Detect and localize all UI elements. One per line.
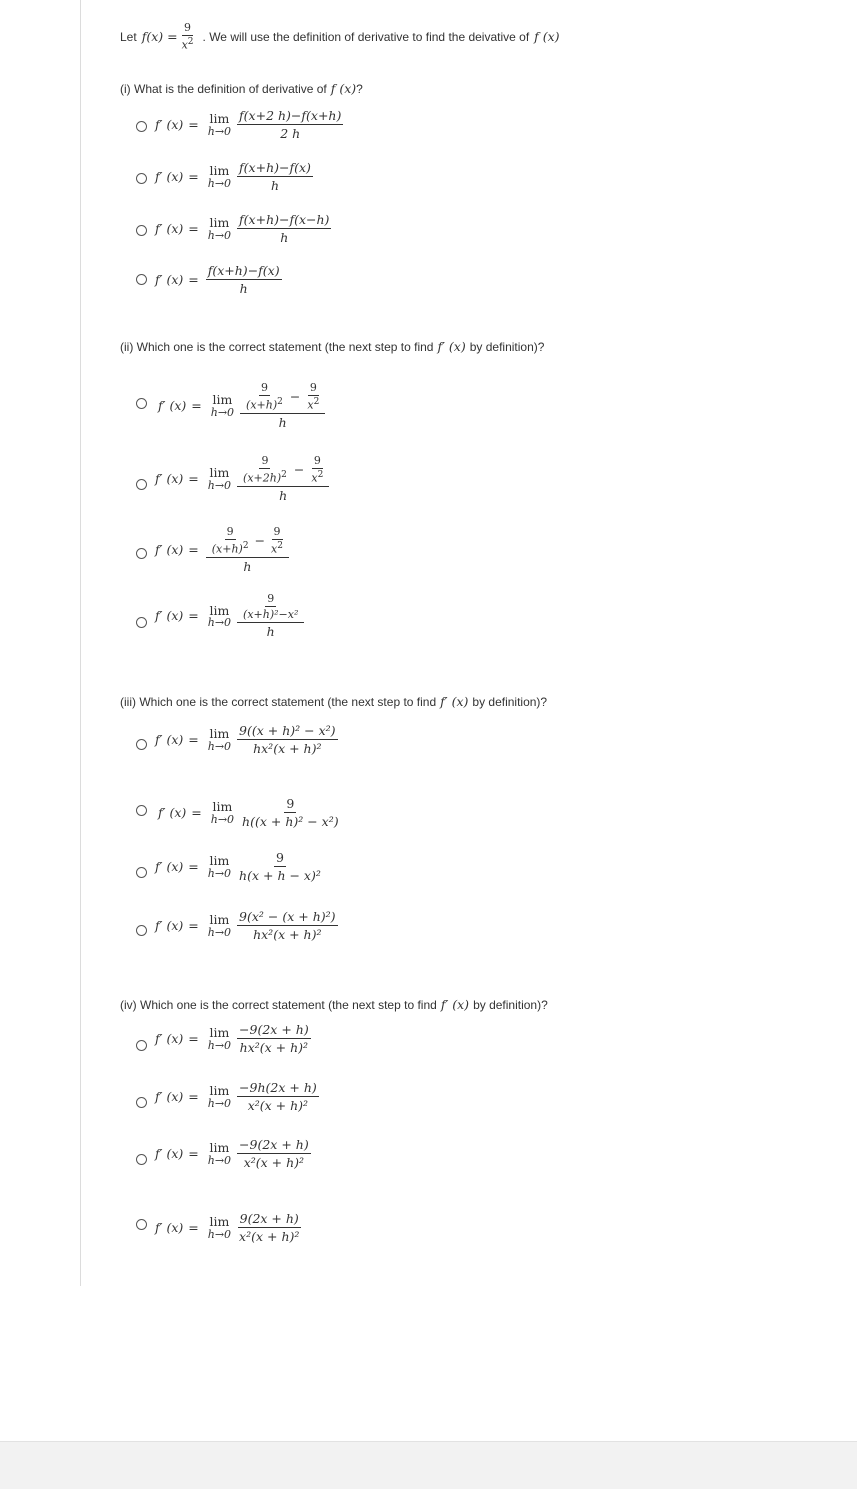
q3-option-2-fraction: $\frac{9}{\text{h((x + h)² − x²)}}$	[242, 796, 339, 829]
limit: lim h→0	[210, 799, 235, 826]
q3-option-3-radio[interactable]	[136, 867, 147, 878]
q4-option-4-radio[interactable]	[136, 1219, 147, 1230]
q3-option-1: f′ (x) = lim h→0 $\frac{\text{9((x + h)² − x²)}}{\text{hx²(x + h)²}}$	[155, 723, 336, 756]
intro-suffix: . We will use the definition of derivative to find the deivative of	[202, 29, 530, 44]
fprime: f′ (x)	[155, 221, 184, 237]
limit: lim h→0	[207, 163, 232, 190]
q4-option-4-fraction: $\frac{9(2x + h)}{\text{x²(x + h)²}}$	[239, 1211, 300, 1244]
limit: lim h→0	[207, 853, 232, 880]
q3-option-4: f′ (x) = lim h→0 $\frac{\text{9(x² − (x + h)²)}}{\text{hx²(x + h)²}}$	[155, 909, 336, 942]
fprime: f′ (x)	[155, 272, 184, 288]
q4-option-1: f′ (x) = lim h→0 $\frac{-9(2x + h)}{\text{hx²(x + h)²}}$	[155, 1022, 309, 1055]
fprime: f′ (x)	[155, 732, 184, 748]
intro-fraction	[180, 22, 196, 52]
q4-option-3-radio[interactable]	[136, 1154, 147, 1165]
limit: lim h→0	[207, 1083, 232, 1110]
q1-option-3-fraction: $\frac{f(x+h)-f(x-h)}{h}$	[239, 212, 330, 245]
limit: lim h→0	[207, 465, 232, 492]
q4-option-1-fraction: $\frac{-9(2x + h)}{\text{hx²(x + h)²}}$	[239, 1022, 309, 1055]
q3-option-2-radio[interactable]	[136, 805, 147, 816]
intro-fx: f (x)	[534, 29, 560, 45]
q2-option-3: f′ (x) = $\frac{9}{(x+h)^2}$ − $\frac{9}{x^2}$ h	[155, 526, 291, 574]
question-4-end: by definition)?	[473, 997, 548, 1012]
q4-option-1-radio[interactable]	[136, 1040, 147, 1051]
frac-denominator: $x^2$	[181, 37, 194, 52]
intro-function-label: f(x) =	[141, 29, 178, 45]
q1-option-4-radio[interactable]	[136, 274, 147, 285]
fprime: f′ (x)	[155, 169, 184, 185]
question-3-fprime: f′ (x)	[440, 694, 469, 709]
q1-option-3-radio[interactable]	[136, 225, 147, 236]
fprime: f′ (x)	[155, 542, 184, 558]
question-1-text: (i) What is the definition of derivative of	[120, 81, 327, 96]
q3-option-3: f′ (x) = lim h→0 $\frac{9}{\text{h(x + h − x)²}}$	[155, 850, 321, 883]
frac-numerator: 9	[182, 22, 193, 36]
q1-option-3: f′ (x) = lim h→0 $\frac{f(x+h)-f(x-h)}{h}$	[155, 212, 330, 245]
limit: lim h→0	[207, 215, 232, 242]
q1-option-2-radio[interactable]	[136, 173, 147, 184]
q2-option-1: f′ (x) = lim h→0 $\frac{9}{(x+h)^2}$ − $\frac{9}{x^2}$ h	[158, 382, 327, 430]
question-2-text: (ii) Which one is the correct statement (the next step to find	[120, 339, 434, 354]
q4-option-4: f′ (x) = lim h→0 $\frac{9(2x + h)}{\text{x²(x + h)²}}$	[155, 1211, 300, 1244]
question-1-fx: f (x)	[330, 81, 357, 96]
q3-option-2: f′ (x) = lim h→0 $\frac{9}{\text{h((x + h)² − x²)}}$	[158, 796, 339, 829]
content-left-border	[80, 0, 81, 1286]
q3-option-1-radio[interactable]	[136, 739, 147, 750]
q4-option-2-radio[interactable]	[136, 1097, 147, 1108]
q1-option-1: f′ (x) = lim h→0 $\frac{f(x+2 h)-f(x+h)}{2 h}$	[155, 108, 342, 141]
q4-option-2: f′ (x) = lim h→0 $\frac{-9h(2x + h)}{\text{x²(x + h)²}}$	[155, 1080, 317, 1113]
limit: lim h→0	[207, 912, 232, 939]
q2-option-3-radio[interactable]	[136, 548, 147, 559]
intro-line	[120, 22, 560, 52]
q1-option-4-fraction: $\frac{f(x+h)-f(x)}{h}$	[207, 263, 280, 296]
limit: lim h→0	[210, 392, 235, 419]
intro-prefix: Let	[120, 29, 137, 44]
question-3	[120, 694, 547, 709]
fprime: f′ (x)	[155, 859, 184, 875]
limit: lim h→0	[207, 1025, 232, 1052]
q3-option-1-fraction: $\frac{\text{9((x + h)² − x²)}}{\text{hx²(x + h)²}}$	[239, 723, 336, 756]
q2-option-2-fraction: $\frac{9}{(x+2h)^2}$ − $\frac{9}{x^2}$ h	[237, 455, 329, 503]
q4-option-2-fraction: $\frac{-9h(2x + h)}{\text{x²(x + h)²}}$	[239, 1080, 317, 1113]
q3-option-4-fraction: $\frac{\text{9(x² − (x + h)²)}}{\text{hx²(x + h)²}}$	[239, 909, 336, 942]
question-4	[120, 997, 548, 1012]
q2-option-1-radio[interactable]	[136, 398, 147, 409]
fprime: f′ (x)	[155, 471, 184, 487]
q1-option-2: f′ (x) = lim h→0 $\frac{f(x+h)-f(x)}{h}$	[155, 160, 311, 193]
q2-option-4: f′ (x) = lim h→0 $\frac{\frac{9}{\text{(x+h)²−x²}}}{h}$	[155, 593, 306, 639]
fprime: f′ (x)	[155, 1220, 184, 1236]
question-1-end: ?	[356, 81, 363, 96]
q1-option-1-radio[interactable]	[136, 121, 147, 132]
q1-option-2-fraction: $\frac{f(x+h)-f(x)}{h}$	[239, 160, 311, 193]
question-2-end: by definition)?	[469, 339, 545, 354]
question-3-text: (iii) Which one is the correct statement (the next step to find	[120, 694, 437, 709]
page-footer	[0, 1441, 857, 1489]
q4-option-3-fraction: $\frac{-9(2x + h)}{\text{x²(x + h)²}}$	[239, 1137, 309, 1170]
limit: lim h→0	[207, 111, 232, 138]
question-4-text: (iv) Which one is the correct statement (the next step to find	[120, 997, 437, 1012]
q2-option-3-fraction: $\frac{9}{(x+h)^2}$ − $\frac{9}{x^2}$ h	[206, 526, 289, 574]
limit: lim h→0	[207, 1214, 232, 1241]
q2-option-4-fraction: $\frac{\frac{9}{\text{(x+h)²−x²}}}{h}$	[237, 593, 304, 639]
q1-option-4: f′ (x) = $\frac{f(x+h)-f(x)}{h}$	[155, 263, 280, 296]
question-2-fprime: f′ (x)	[437, 339, 466, 354]
fprime: f′ (x)	[155, 608, 184, 624]
limit: lim h→0	[207, 1140, 232, 1167]
q3-option-4-radio[interactable]	[136, 925, 147, 936]
limit: lim h→0	[207, 726, 232, 753]
question-1	[120, 81, 363, 96]
fprime: f′ (x)	[155, 1146, 184, 1162]
fprime: f′ (x)	[155, 1031, 184, 1047]
question-4-fprime: f′ (x)	[440, 997, 470, 1012]
q2-option-2: f′ (x) = lim h→0 $\frac{9}{(x+2h)^2}$ − $\frac{9}{x^2}$ h	[155, 455, 331, 503]
question-2	[120, 339, 544, 354]
q1-option-1-fraction: $\frac{f(x+2 h)-f(x+h)}{2 h}$	[239, 108, 342, 141]
fprime: f′ (x)	[158, 398, 187, 414]
fprime: f′ (x)	[155, 117, 184, 133]
question-3-end: by definition)?	[472, 694, 548, 709]
fprime: f′ (x)	[155, 1089, 184, 1105]
fprime: f′ (x)	[158, 805, 187, 821]
fprime: f′ (x)	[155, 918, 184, 934]
q3-option-3-fraction: $\frac{9}{\text{h(x + h − x)²}}$	[239, 850, 321, 883]
q2-option-4-radio[interactable]	[136, 617, 147, 628]
limit: lim h→0	[207, 602, 232, 629]
q4-option-3: f′ (x) = lim h→0 $\frac{-9(2x + h)}{\text{x²(x + h)²}}$	[155, 1137, 309, 1170]
q2-option-1-fraction: $\frac{9}{(x+h)^2}$ − $\frac{9}{x^2}$ h	[240, 382, 325, 430]
q2-option-2-radio[interactable]	[136, 479, 147, 490]
